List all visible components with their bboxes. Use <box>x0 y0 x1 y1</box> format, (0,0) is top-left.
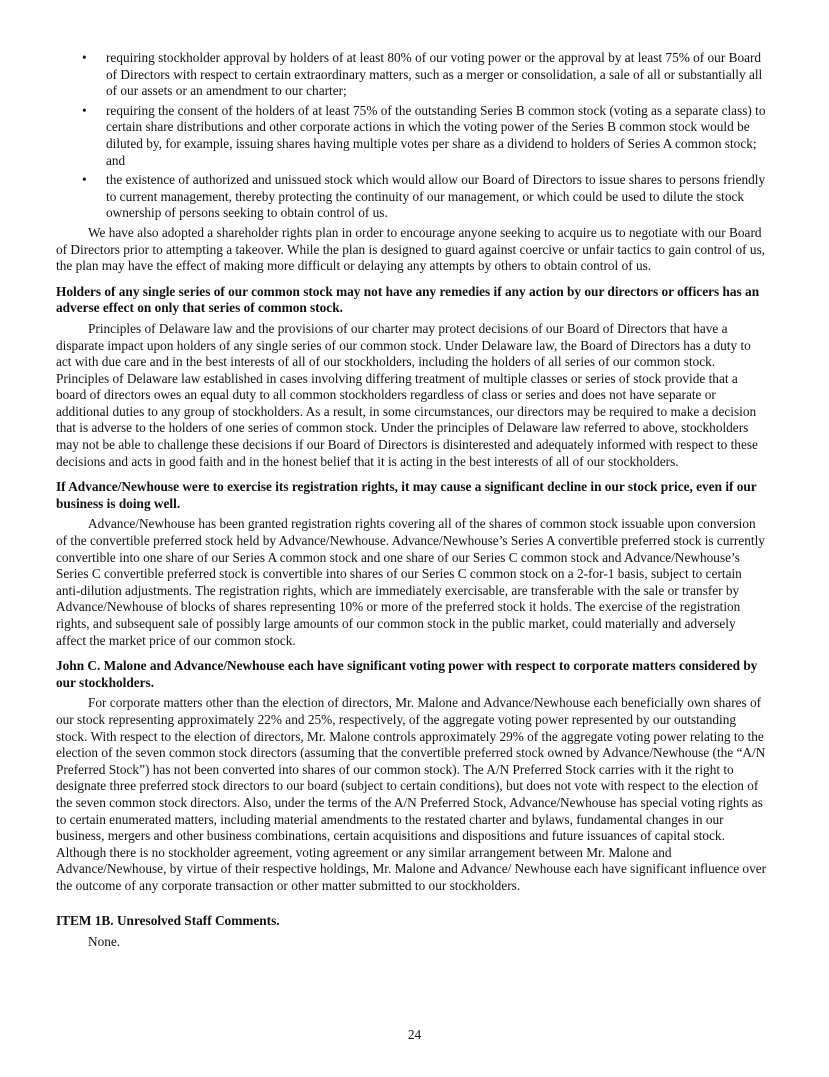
bullet-symbol: • <box>82 50 87 65</box>
page-number: 24 <box>407 1027 422 1042</box>
bullet-item <box>56 172 768 222</box>
section-heading-registration-rights: If Advance/Newhouse were to exercise its registration rights, it may cause a significant decline in our stock price, even if our business is doing well. <box>56 479 757 511</box>
section-heading-delaware: Holders of any single series of our common stock may not have any remedies if any action by our directors or officers has an adverse effect on only that series of common stock. <box>56 283 760 316</box>
bullet-item <box>56 103 768 169</box>
rights-plan-paragraph: We have also adopted a shareholder rights plan in order to encourage anyone seeking to acquire us to negotiate with our Board of Directors prior to attempting a takeover. While the plan is designed to guard against coercive or unfair tactics to gain control of us, the plan may have the effect of making more difficult or delaying any attempts by others to obtain control of us. <box>56 224 766 274</box>
section-body-voting-power: For corporate matters other than the election of directors, Mr. Malone and Advance/Newhouse each beneficially own shares of our stock representing approximately 22% and 25%, respectively, of the aggregate voting power represented by our outstanding stock. With respect to the election of directors, Mr. Malone controls approximately 29% of the aggregate voting power relating to the election of the seven common stock directors (assuming that the convertible preferred stock owned by Advance/Newhouse (the “A/N Preferred Stock”) has not been converted into shares of our common stock). The A/N Preferred Stock carries with it the right to designate three preferred stock directors to our board (subject to certain conditions), but does not vote with respect to the election of the seven common stock directors. Also, under the terms of the A/N Preferred Stock, Advance/Newhouse has special voting rights as to certain enumerated matters, including material amendments to the restated charter and bylaws, fundamental changes in our business, mergers and other business combinations, certain acquisitions and dispositions and future issuances of capital stock. Although there is no stockholder agreement, voting agreement or any similar arrangement between Mr. Malone and Advance/Newhouse, by virtue of their respective holdings, Mr. Malone and Advance/ Newhouse each have significant influence over the outcome of any corporate transaction or other matter submitted to our stockholders. <box>56 695 767 893</box>
section-body-delaware: Principles of Delaware law and the provisions of our charter may protect decisions of our Board of Directors that have a disparate impact upon holders of any single series of our common stock. Under Delaware law, the Board of Directors has a duty to act with due care and in the best interests of all of our stockholders, including the holders of all series of our common stock. Principles of Delaware law established in cases involving differing treatment of multiple classes or series of stock provide that a board of directors owes an equal duty to all common stockholders regardless of class or series and does not have separate or additional duties to any group of stockholders. As a result, in some circumstances, our directors may be required to make a decision that is adverse to the holders of one series of common stock. Under the principles of Delaware law referred to above, stockholders may not be able to challenge these decisions if our Board of Directors is disinterested and adequately informed with respect to these decisions and acts in good faith and in the honest belief that it is acting in the best interests of all of our stockholders. <box>56 320 758 469</box>
bullet-text: requiring the consent of the holders of at least 75% of the outstanding Series B common stock (voting as a separate class) to certain share distributions and other corporate actions in which the voting power of the Series B common stock would be diluted by, for example, issuing shares having multiple votes per share as a dividend to holders of Series A common stock; and <box>106 102 766 168</box>
item-1b-heading: ITEM 1B. Unresolved Staff Comments. <box>56 912 280 928</box>
item-1b-body: None. <box>88 934 121 950</box>
document-page <box>56 50 768 951</box>
bullet-item <box>56 50 768 100</box>
bullet-symbol: • <box>82 102 87 118</box>
section-body-registration-rights: Advance/Newhouse has been granted registration rights covering all of the shares of common stock issuable upon conversion of the convertible preferred stock held by Advance/Newhouse. Advance/Newhouse’s Series A convertible preferred stock is currently convertible into one share of our Series A common stock and one share of our Series C common stock and Advance/Newhouse’s Series C convertible preferred stock is convertible into shares of our Series C common stock on a 2-for-1 basis, subject to certain anti-dilution adjustments. The registration rights, which are immediately exercisable, are transferable with the sale or transfer by Advance/Newhouse of blocks of shares representing 10% or more of the preferred stock it holds. The exercise of the registration rights, and subsequent sale of possibly large amounts of our common stock in the public market, could materially and adversely affect the market price of our common stock. <box>56 516 765 648</box>
section-heading-voting-power: John C. Malone and Advance/Newhouse each have significant voting power with respect to corporate matters considered by our stockholders. <box>56 658 758 690</box>
bullet-symbol: • <box>82 172 87 188</box>
bullet-text: the existence of authorized and unissued stock which would allow our Board of Directors to issue shares to persons friendly to current management, thereby protecting the continuity of our management, or which could be used to dilute the stock ownership of persons seeking to obtain control of us. <box>106 172 766 221</box>
bullet-text: requiring stockholder approval by holders of at least 80% of our voting power or the approval by at least 75% of our Board of Directors with respect to certain extraordinary matters, such as a merger or consolidation, a sale of all or substantially all of our assets or an amendment to our charter; <box>106 50 763 99</box>
